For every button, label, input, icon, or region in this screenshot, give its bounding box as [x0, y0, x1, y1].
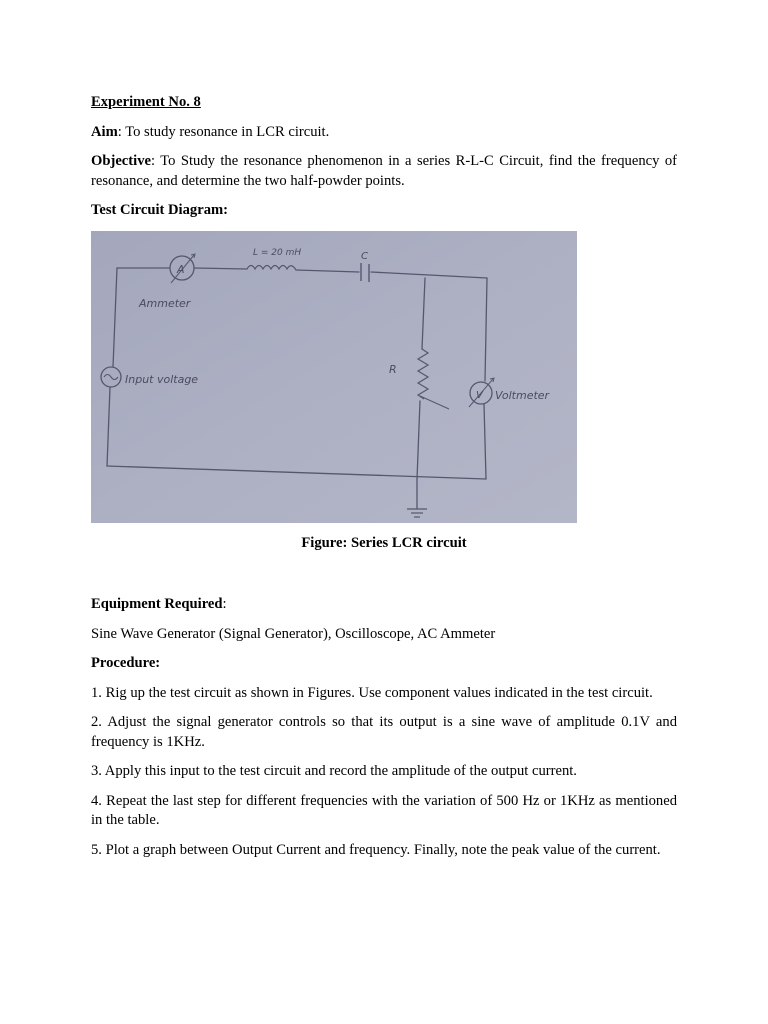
objective-label: Objective [91, 153, 151, 169]
source-label: Input voltage [125, 372, 199, 386]
aim-label: Aim [91, 123, 118, 140]
procedure-step-5: 5. Plot a graph between Output Current and frequency. Finally, note the peak value of the current. [91, 841, 661, 858]
circuit-photo [91, 231, 577, 523]
document-page [91, 93, 677, 870]
aim-paragraph [91, 123, 677, 143]
objective-text: : To Study the resonance phenomenon in a series R-L-C Circuit, find the frequency of resonance, and determine the two half-powder points. [91, 153, 677, 189]
voltmeter-symbol: V [476, 389, 483, 401]
ammeter-label: Ammeter [139, 296, 191, 310]
circuit-diagram [91, 231, 577, 523]
equipment-colon: : [222, 596, 227, 612]
procedure-heading: Procedure: [91, 655, 161, 671]
procedure-step-2: 2. Adjust the signal generator controls so that its output is a sine wave of amplitude 0.1V and frequency is 1KHz. [91, 714, 677, 750]
voltmeter-label: Voltmeter [495, 388, 550, 402]
experiment-title: Experiment No. 8 [91, 94, 201, 110]
procedure-step-3: 3. Apply this input to the test circuit and record the amplitude of the output current. [91, 763, 577, 779]
objective-paragraph [91, 152, 677, 191]
figure-caption: Figure: Series LCR circuit [301, 534, 467, 551]
resistor-label: R [389, 362, 397, 376]
circuit-diagram-heading: Test Circuit Diagram: [91, 202, 229, 218]
procedure-step-1: 1. Rig up the test circuit as shown in Figures. Use component values indicated in the test circuit. [91, 684, 653, 701]
procedure-step-4: 4. Repeat the last step for different frequencies with the variation of 500 Hz or 1KHz as mentioned in the table. [91, 792, 677, 828]
aim-text: : To study resonance in LCR circuit. [117, 123, 330, 140]
equipment-heading [91, 595, 677, 615]
inductor-label: L = 20 mH [253, 247, 302, 258]
capacitor-label: C [361, 250, 368, 262]
equipment-list: Sine Wave Generator (Signal Generator), Oscilloscope, AC Ammeter [91, 625, 496, 642]
equipment-label: Equipment Required [91, 596, 223, 612]
spacer [91, 553, 677, 595]
ammeter-symbol: A [177, 262, 185, 276]
